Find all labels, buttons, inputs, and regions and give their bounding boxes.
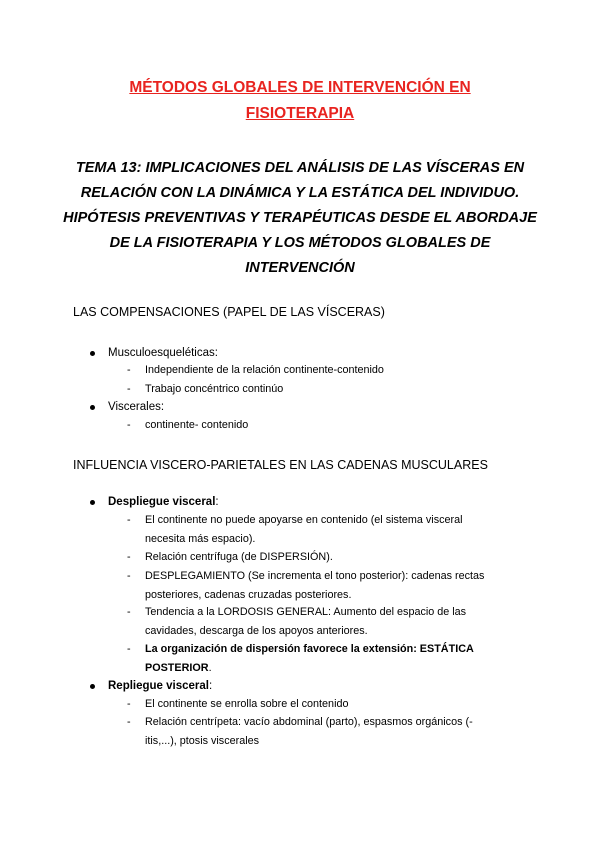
label-colon: :	[209, 680, 213, 692]
sub-list-item-text: DESPLEGAMIENTO (Se incrementa el tono posterior): cadenas rectas posteriores, cadenas cruzadas posteriores.	[145, 570, 485, 601]
sub-list-item-text: Independiente de la relación continente-contenido	[145, 364, 384, 376]
sub-list-item-text: Trabajo concéntrico continúo	[145, 383, 284, 395]
sub-list-item-text: El continente no puede apoyarse en contenido (el sistema visceral necesita más espacio).	[145, 514, 463, 545]
label-colon: :	[215, 496, 219, 508]
bullet-icon	[90, 500, 95, 505]
dash-icon: -	[127, 419, 131, 431]
topic-title-line-4: DE LA FISIOTERAPIA Y LOS MÉTODOS GLOBALES DE	[109, 235, 491, 251]
bullet-icon	[90, 351, 95, 356]
sub-list-item-text: Relación centrífuga (de DISPERSIÓN).	[145, 551, 333, 563]
dash-icon: -	[127, 606, 131, 618]
document-title-line-2: FISIOTERAPIA	[245, 105, 355, 122]
dash-icon: -	[127, 716, 131, 728]
topic-title-line-5: INTERVENCIÓN	[245, 260, 355, 276]
bullet-icon	[90, 684, 95, 689]
topic-title-line-1: TEMA 13: IMPLICACIONES DEL ANÁLISIS DE LAS VÍSCERAS EN	[75, 160, 525, 176]
trailing-period: .	[208, 662, 212, 674]
dash-icon: -	[127, 643, 131, 655]
list-item-label: Repliegue visceral	[108, 680, 209, 692]
list-item-label: Musculoesqueléticas:	[108, 347, 218, 359]
sub-list-item-text: La organización de dispersión favorece la extensión: ESTÁTICA POSTERIOR	[145, 643, 474, 674]
list-item-label: Viscerales:	[108, 401, 165, 413]
topic-title-line-3: HIPÓTESIS PREVENTIVAS Y TERAPÉUTICAS DESDE EL ABORDAJE	[63, 210, 537, 226]
section-heading-compensaciones: LAS COMPENSACIONES (PAPEL DE LAS VÍSCERAS)	[73, 305, 385, 319]
dash-icon: -	[127, 551, 131, 563]
dash-icon: -	[127, 383, 131, 395]
sub-list-item-text: El continente se enrolla sobre el contenido	[145, 698, 349, 710]
list-item-label: Despliegue visceral	[108, 496, 216, 508]
dash-icon: -	[127, 570, 131, 582]
sub-list-item-text: Relación centrípeta: vacío abdominal (parto), espasmos orgánicos (-itis,...), ptosis viscerales	[145, 716, 473, 747]
sub-list-item-text: continente- contenido	[145, 419, 249, 431]
dash-icon: -	[127, 698, 131, 710]
dash-icon: -	[127, 514, 131, 526]
topic-title-line-2: RELACIÓN CON LA DINÁMICA Y LA ESTÁTICA DEL INDIVIDUO.	[80, 185, 520, 201]
section-heading-influencia: INFLUENCIA VISCERO-PARIETALES EN LAS CADENAS MUSCULARES	[73, 458, 488, 472]
bullet-icon	[90, 405, 95, 410]
dash-icon: -	[127, 364, 131, 376]
document-title-line-1: MÉTODOS GLOBALES DE INTERVENCIÓN EN	[129, 79, 471, 96]
sub-list-item-text: Tendencia a la LORDOSIS GENERAL: Aumento del espacio de las cavidades, descarga de los apoyos anteriores.	[145, 606, 467, 637]
